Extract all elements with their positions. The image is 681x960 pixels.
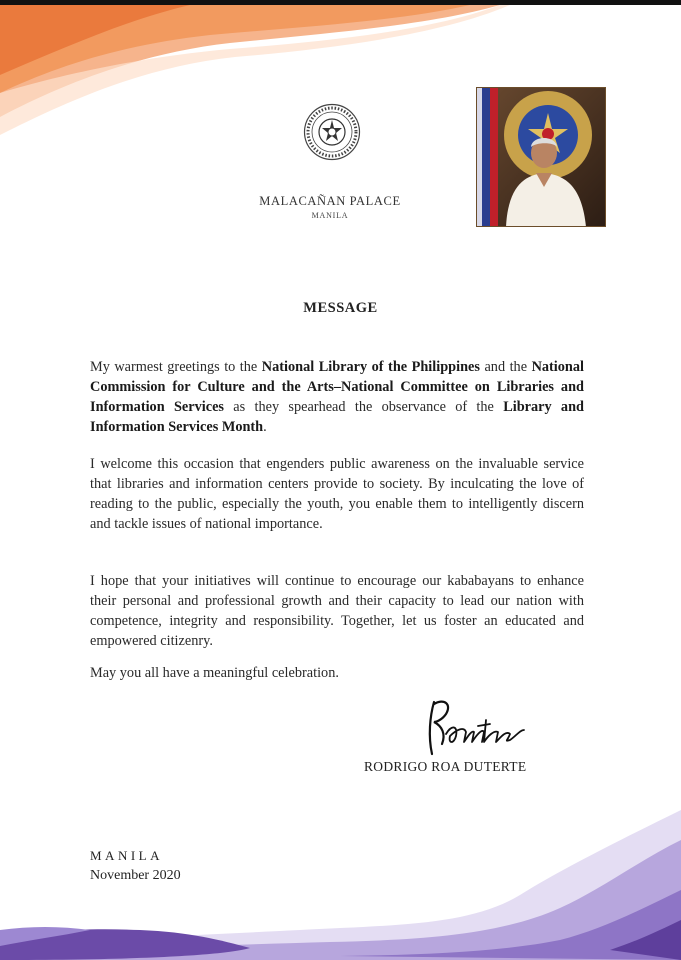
text-run: and the	[479, 359, 532, 375]
palace-name: MALACAÑAN PALACE	[259, 194, 401, 208]
bold-run-national-library: National Library of the Philippines	[261, 359, 480, 375]
president-portrait-photo	[476, 87, 606, 227]
message-heading: MESSAGE	[303, 300, 378, 316]
paragraph-greetings	[90, 357, 584, 437]
date-line: November 2020	[90, 868, 181, 883]
palace-city: MANILA	[311, 211, 349, 220]
text-run: My warmest greetings to the	[90, 359, 262, 375]
text-run: .	[263, 419, 267, 435]
signatory-name: RODRIGO ROA DUTERTE	[364, 759, 527, 774]
bold-run-month: Library and Information Services Month	[90, 399, 584, 435]
place-line: MANILA	[90, 848, 163, 863]
presidential-seal-icon	[303, 103, 361, 161]
paragraph-hope: I hope that your initiatives will continue to encourage our kababayans to enhance their personal and professional growth and their capacity to lead our nation with competence, integrity and responsibility. Together, let us foster an educated and empowered citizenry.	[90, 573, 584, 649]
handwritten-signature	[412, 696, 542, 758]
portrait-illustration	[476, 87, 606, 227]
paragraph-welcome: I welcome this occasion that engenders public awareness on the invaluable service that libraries and information centers provide to society. By inculcating the love of reading to the public, especially the youth, you enable them to intelligently discern and tackle issues of national importance.	[90, 456, 584, 532]
paragraph-closing: May you all have a meaningful celebration.	[90, 665, 339, 681]
bold-run-ncca: National Commission for Culture and the Arts–National Committee on Libraries and Information Services	[90, 359, 584, 415]
text-run: as they spearhead the observance of the	[223, 399, 504, 415]
